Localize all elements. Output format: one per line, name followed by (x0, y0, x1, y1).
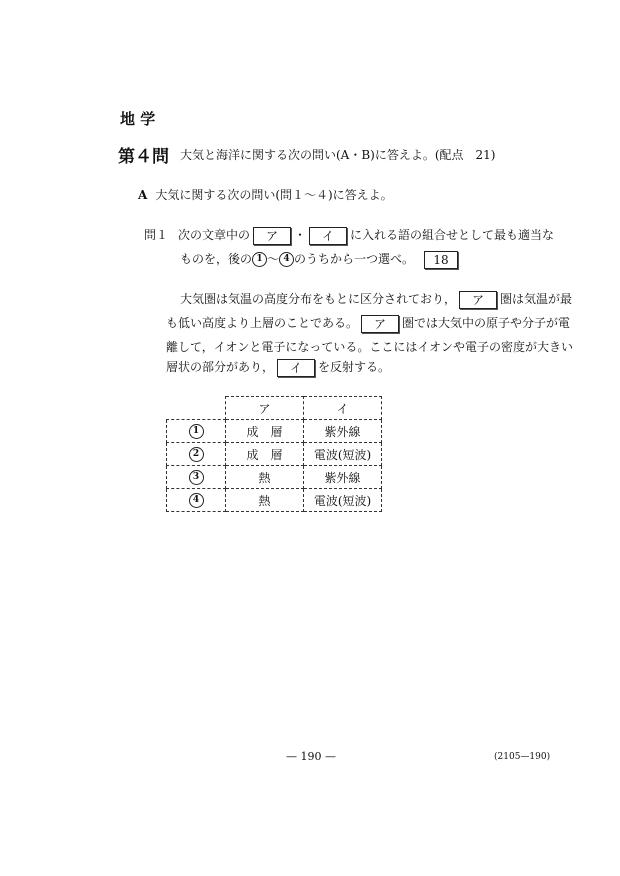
choice-4-marker: 4 (279, 252, 294, 267)
table-header-row (167, 397, 382, 420)
blank-a-box: ア (253, 227, 291, 245)
choice-1-marker: 1 (252, 252, 267, 267)
cell-i: 電波(短波) (304, 443, 382, 466)
passage-blank-i: イ (277, 359, 315, 377)
q1-text-suffix: に入れる語の組合せとして最も適当な (350, 228, 555, 242)
cell-a: 成 層 (226, 420, 304, 443)
q1-label: 問１ (144, 228, 169, 242)
table-corner (167, 397, 226, 420)
passage-blank-a-2: ア (361, 315, 399, 333)
table-row (167, 466, 382, 489)
blank-i-box: イ (309, 227, 347, 245)
cell-a: 熱 (226, 489, 304, 512)
passage-line4 (166, 358, 390, 377)
answer-number-box: 18 (424, 251, 458, 269)
header-a: ア (226, 397, 304, 420)
exam-code: (2105—190) (494, 752, 551, 762)
passage-line1 (180, 290, 572, 309)
passage-line2 (166, 314, 570, 333)
passage-line4-prefix: 層状の部分があり， (166, 360, 275, 374)
subject-title: 地 学 (120, 110, 156, 128)
row-number-cell (167, 466, 226, 489)
part-a-instruction: 大気に関する次の問い(問１～４)に答えよ。 (155, 188, 393, 202)
cell-a: 成 層 (226, 443, 304, 466)
row-number-cell (167, 489, 226, 512)
passage-line2-prefix: も低い高度より上層のことである。 (166, 316, 359, 330)
options-table (166, 396, 382, 512)
question-number: 第４問 (118, 147, 169, 167)
cell-a: 熱 (226, 466, 304, 489)
passage-line1-suffix: 圏は気温が最 (500, 292, 573, 306)
passage-line3: 離して，イオンと電子になっている。ここにはイオンや電子の密度が大きい (166, 340, 574, 354)
choice-marker: 2 (189, 447, 204, 462)
q1-text: 次の文章中の (178, 228, 251, 242)
cell-i: 紫外線 (304, 420, 382, 443)
q1-line2-suffix: のうちから一つ選べ。 (294, 252, 415, 266)
header-i: イ (304, 397, 382, 420)
passage-line2-suffix: 圏では大気中の原子や分子が電 (402, 316, 571, 330)
choice-marker: 3 (189, 470, 204, 485)
page-number: — 190 — (286, 750, 336, 763)
choice-marker: 1 (189, 424, 204, 439)
passage-line4-suffix: を反射する。 (318, 360, 391, 374)
tilde: ～ (267, 252, 280, 266)
question-instruction: 大気と海洋に関する次の問い(A・B)に答えよ。(配点 21) (180, 148, 496, 162)
table-row (167, 443, 382, 466)
row-number-cell (167, 443, 226, 466)
q1-line2 (180, 250, 461, 269)
choice-marker: 4 (189, 493, 204, 508)
cell-i: 電波(短波) (304, 489, 382, 512)
table-row (167, 420, 382, 443)
part-a (138, 186, 393, 203)
q1-line1 (144, 226, 554, 245)
separator: ・ (294, 228, 307, 242)
part-a-label: A (138, 188, 148, 202)
q1-line2-prefix: ものを，後の (180, 252, 253, 266)
cell-i: 紫外線 (304, 466, 382, 489)
table-row (167, 489, 382, 512)
passage-blank-a-1: ア (459, 291, 497, 309)
row-number-cell (167, 420, 226, 443)
passage-line1-prefix: 大気圏は気温の高度分布をもとに区分されており， (180, 292, 457, 306)
